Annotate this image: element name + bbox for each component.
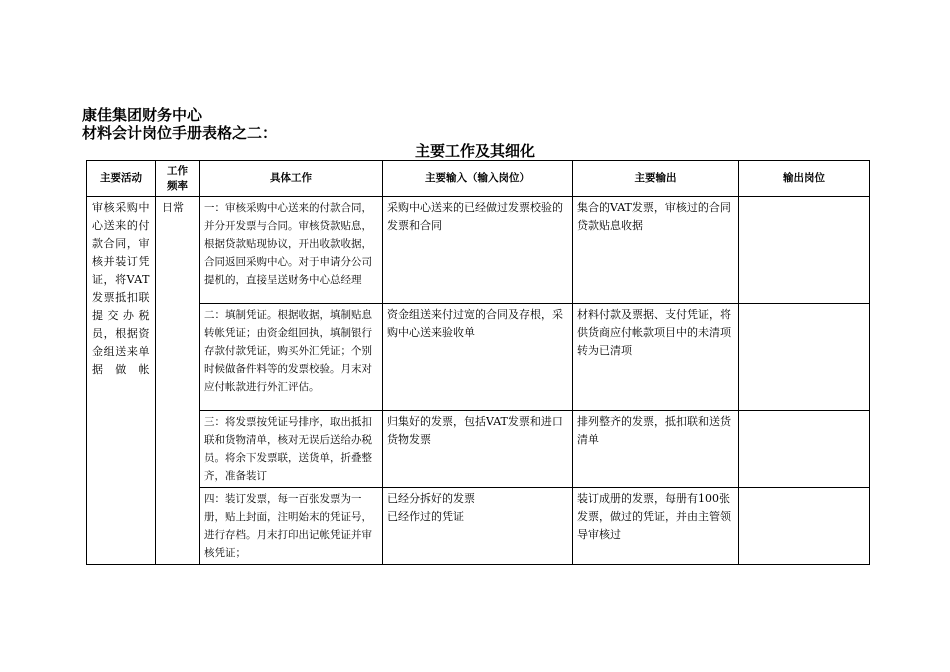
work-cell: 四：装订发票，每一百张发票为一册，贴上封面，注明始末的凭证号，进行存档。月末打印出记帐凭证并审核凭证； xyxy=(200,488,383,565)
col-header-activity: 主要活动 xyxy=(87,161,156,197)
organization-name: 康佳集团财务中心 xyxy=(82,106,203,124)
col-header-work: 具体工作 xyxy=(200,161,383,197)
table-row xyxy=(87,197,870,304)
output-cell: 装订成册的发票，每册有100张发票，做过的凭证，并由主管领导审核过 xyxy=(573,488,739,565)
post-cell xyxy=(739,488,870,565)
output-cell: 集合的VAT发票，审核过的合同贷款贴息收据 xyxy=(573,197,739,304)
output-cell: 材料付款及票据、支付凭证，将供货商应付帐款项目中的未清项转为已清项 xyxy=(573,304,739,411)
output-cell: 排列整齐的发票，抵扣联和送货清单 xyxy=(573,411,739,488)
table-title-wrap xyxy=(0,142,950,161)
work-cell: 三：将发票按凭证号排序，取出抵扣联和货物清单，核对无误后送给办税员。将余下发票联，送货单，折叠整齐，准备装订 xyxy=(200,411,383,488)
col-header-post: 输出岗位 xyxy=(739,161,870,197)
table-row xyxy=(87,411,870,488)
header-row xyxy=(87,161,870,197)
activity-cell: 审核采购中心送来的付款合同，审核并装订凭证，将VAT发票抵扣联提交办税员，根据资金组送来单据做帐 xyxy=(87,197,156,565)
document-subtitle: 材料会计岗位手册表格之二： xyxy=(82,124,278,142)
post-cell xyxy=(739,304,870,411)
work-cell: 一：审核采购中心送来的付款合同，并分开发票与合同。审核贷款贴息，根据贷款贴现协议，开出收款收据，合同返回采购中心。对于申请分公司提机的，直接呈送财务中心总经理 xyxy=(200,197,383,304)
input-cell: 归集好的发票，包括VAT发票和进口货物发票 xyxy=(383,411,573,488)
input-cell: 资金组送来付过宽的合同及存根，采购中心送来验收单 xyxy=(383,304,573,411)
work-cell: 二：填制凭证。根据收据，填制贴息转帐凭证；由资金组回执，填制银行存款付款凭证，购买外汇凭证；个别时候做备件料等的发票校验。月末对应付帐款进行外汇评估。 xyxy=(200,304,383,411)
post-cell xyxy=(739,411,870,488)
post-cell xyxy=(739,197,870,304)
work-detail-table xyxy=(86,160,870,565)
col-header-frequency: 工作 频率 xyxy=(156,161,200,197)
table-title: 主要工作及其细化 xyxy=(414,142,535,160)
input-cell: 已经分拆好的发票 已经作过的凭证 xyxy=(383,488,573,565)
table-row xyxy=(87,488,870,565)
input-cell: 采购中心送来的已经做过发票校验的发票和合同 xyxy=(383,197,573,304)
table-row xyxy=(87,304,870,411)
frequency-cell: 日常 xyxy=(156,197,200,565)
col-header-output: 主要输出 xyxy=(573,161,739,197)
col-header-input: 主要输入（输入岗位） xyxy=(383,161,573,197)
